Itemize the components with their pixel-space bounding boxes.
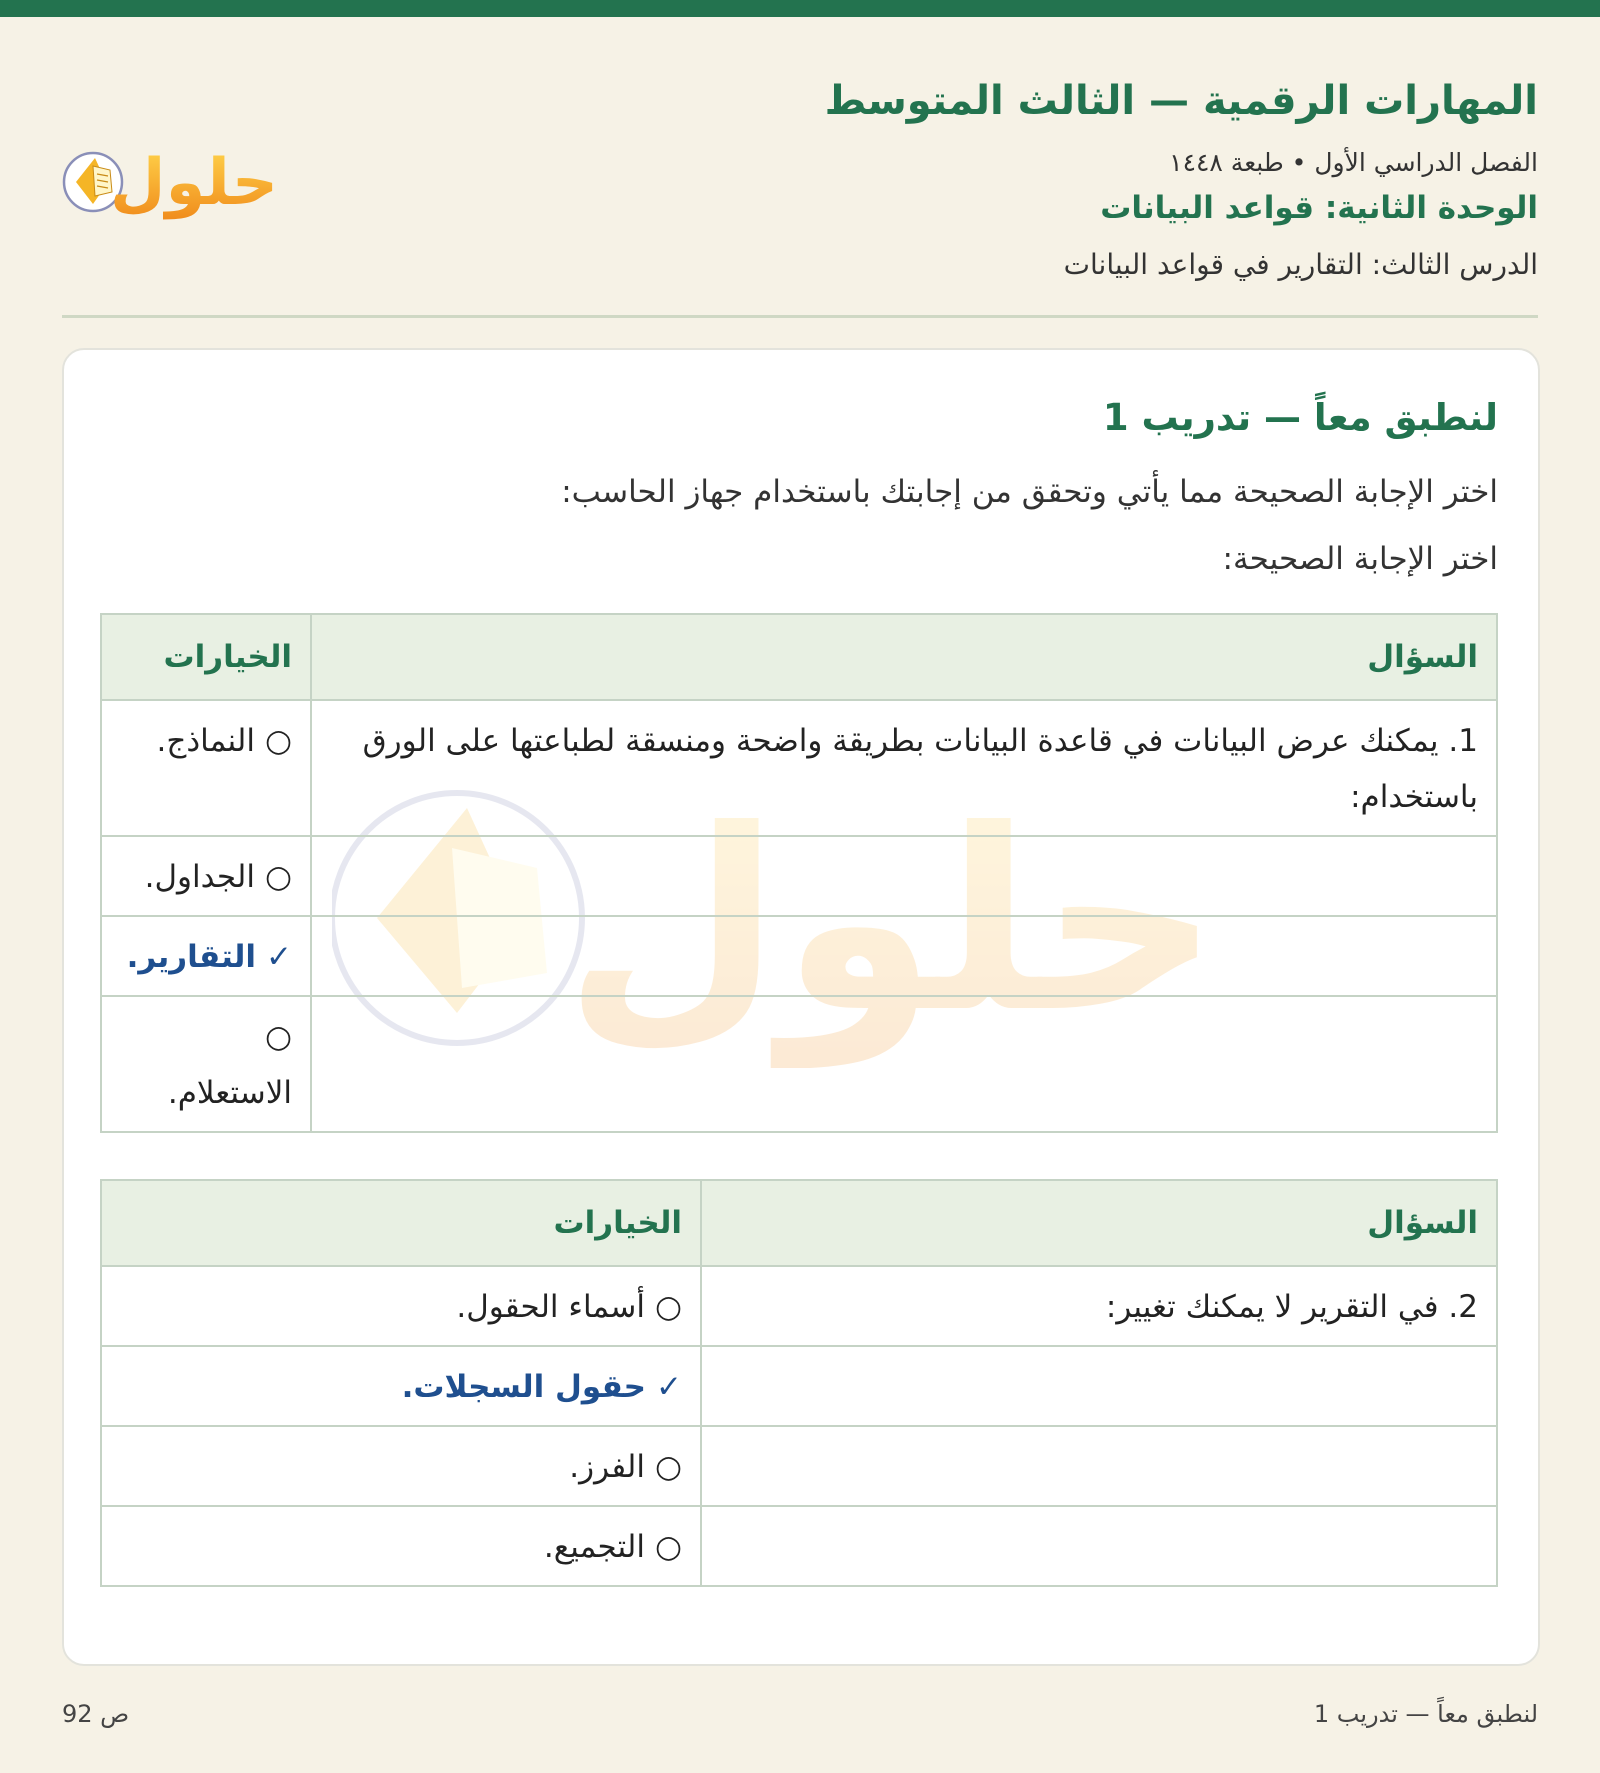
- empty-cell: [311, 996, 1497, 1132]
- page-header: [62, 70, 1538, 318]
- question-text: 1. يمكنك عرض البيانات في قاعدة البيانات بطريقة واضحة ومنسقة لطباعتها على الورق باستخدام:: [311, 700, 1497, 836]
- header-options: الخيارات: [101, 1180, 701, 1266]
- footer-section: لنطبق معاً — تدريب 1: [1313, 1700, 1538, 1728]
- question-table-1: [100, 613, 1498, 1133]
- question-text: 2. في التقرير لا يمكنك تغيير:: [701, 1266, 1497, 1346]
- radio-icon: ○: [264, 1019, 292, 1055]
- top-accent-bar: [0, 0, 1600, 17]
- radio-icon: ○: [654, 1529, 682, 1565]
- radio-icon: ○: [264, 723, 292, 759]
- table-row: [101, 916, 1497, 996]
- table-row: [101, 996, 1497, 1132]
- exercise-title: لنطبق معاً — تدريب 1: [1102, 396, 1498, 439]
- table-row: [101, 836, 1497, 916]
- option-item[interactable]: [156, 723, 292, 759]
- option-cell[interactable]: [101, 700, 311, 836]
- check-icon: ✓: [266, 939, 292, 975]
- option-label: النماذج.: [156, 723, 255, 759]
- option-label: التقارير.: [126, 939, 257, 975]
- empty-cell: [701, 1426, 1497, 1506]
- option-label: التجميع.: [543, 1529, 645, 1565]
- lesson-title: الدرس الثالث: التقارير في قواعد البيانات: [1063, 248, 1538, 281]
- option-cell[interactable]: [101, 1346, 701, 1426]
- option-item[interactable]: [544, 1529, 682, 1565]
- exercise-subinstruction: اختر الإجابة الصحيحة:: [1222, 541, 1498, 577]
- option-label: أسماء الحقول.: [456, 1289, 645, 1325]
- radio-icon: ○: [654, 1289, 682, 1325]
- option-cell[interactable]: [101, 1506, 701, 1586]
- table-row: [101, 1506, 1497, 1586]
- header-question: السؤال: [311, 614, 1497, 700]
- term-edition: الفصل الدراسي الأول • طبعة ١٤٤٨: [1169, 148, 1538, 177]
- watermark-text: حلول: [564, 776, 1220, 1067]
- empty-cell: [701, 1346, 1497, 1426]
- option-label: حقول السجلات.: [401, 1369, 647, 1405]
- exercise-instruction: اختر الإجابة الصحيحة مما يأتي وتحقق من إجابتك باستخدام جهاز الحاسب:: [561, 474, 1498, 510]
- radio-icon: ○: [654, 1449, 682, 1485]
- table-row: [101, 1346, 1497, 1426]
- table-row: [101, 700, 1497, 836]
- option-cell[interactable]: [101, 916, 311, 996]
- option-label: الجداول.: [144, 859, 255, 895]
- option-item-correct[interactable]: [127, 939, 292, 975]
- check-icon: ✓: [656, 1369, 682, 1405]
- option-item[interactable]: [456, 1289, 682, 1325]
- option-item-correct[interactable]: [402, 1369, 682, 1405]
- logo-text: حلول: [110, 146, 278, 220]
- option-cell[interactable]: [101, 1266, 701, 1346]
- option-label: الاستعلام.: [167, 1075, 292, 1111]
- option-item[interactable]: [569, 1449, 682, 1485]
- empty-cell: [311, 916, 1497, 996]
- question-table-2: [100, 1179, 1498, 1587]
- exercise-card: [62, 348, 1540, 1666]
- option-item[interactable]: [168, 1019, 292, 1111]
- empty-cell: [701, 1506, 1497, 1586]
- option-item[interactable]: [145, 859, 292, 895]
- book-title: المهارات الرقمية — الثالث المتوسط: [824, 78, 1538, 124]
- option-label: الفرز.: [569, 1449, 645, 1485]
- header-question: السؤال: [701, 1180, 1497, 1266]
- table-header-row: [101, 1180, 1497, 1266]
- unit-title: الوحدة الثانية: قواعد البيانات: [1100, 190, 1538, 226]
- header-options: الخيارات: [101, 614, 311, 700]
- empty-cell: [311, 836, 1497, 916]
- footer-page-number: ص 92: [62, 1700, 130, 1728]
- table-header-row: [101, 614, 1497, 700]
- table-row: [101, 1426, 1497, 1506]
- header-divider: [62, 315, 1538, 318]
- option-cell[interactable]: [101, 836, 311, 916]
- radio-icon: ○: [264, 859, 292, 895]
- table-row: [101, 1266, 1497, 1346]
- option-cell[interactable]: [101, 1426, 701, 1506]
- hulul-logo: [62, 132, 294, 224]
- option-cell[interactable]: [101, 996, 311, 1132]
